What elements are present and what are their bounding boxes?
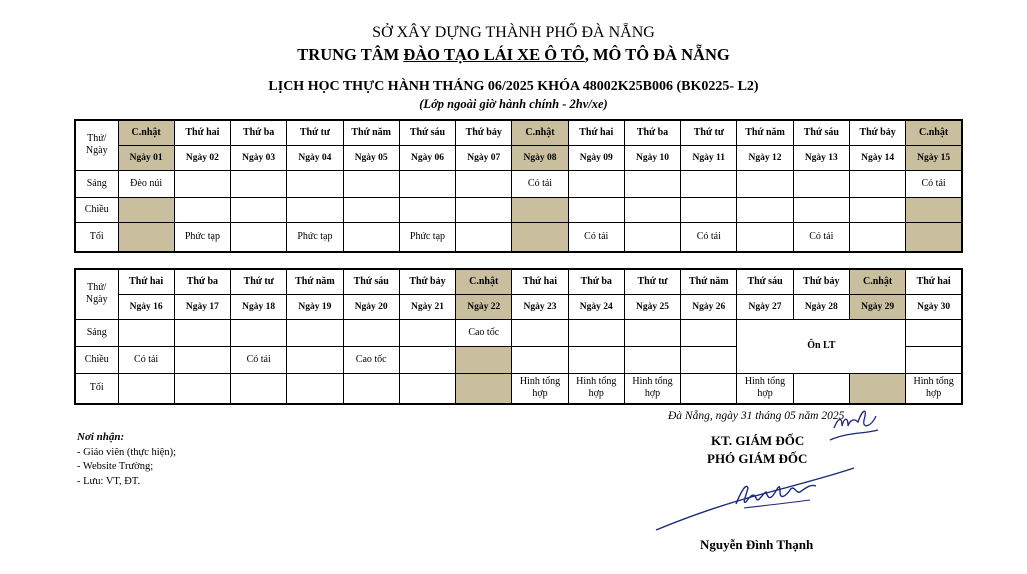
afternoon-session-cell: Có tải <box>231 346 287 373</box>
morning-session-cell <box>624 319 680 346</box>
evening-session-cell: Phức tạp <box>399 222 455 252</box>
morning-session-cell <box>906 319 962 346</box>
evening-session-cell <box>118 222 174 252</box>
weekday-header: Thứ sáu <box>737 269 793 294</box>
evening-session-cell <box>399 373 455 404</box>
evening-session-cell <box>737 222 793 252</box>
evening-session-cell: Phức tạp <box>174 222 230 252</box>
evening-session-cell <box>118 373 174 404</box>
weekday-header: Thứ ba <box>174 269 230 294</box>
afternoon-session-cell <box>399 346 455 373</box>
morning-session-cell <box>456 170 512 197</box>
date-header: Ngày 28 <box>793 294 849 319</box>
afternoon-session-cell <box>906 197 962 222</box>
date-header: Ngày 02 <box>174 145 230 170</box>
date-header: Ngày 22 <box>456 294 512 319</box>
evening-session-cell <box>906 222 962 252</box>
recipients-title: Nơi nhận: <box>77 431 125 443</box>
center-name-part-c: , MÔ TÔ ĐÀ NẴNG <box>584 45 730 64</box>
morning-session-cell <box>568 170 624 197</box>
afternoon-session-cell <box>399 197 455 222</box>
afternoon-session-cell <box>624 197 680 222</box>
schedule-subtitle: (Lớp ngoài giờ hành chính - 2hv/xe) <box>419 97 608 111</box>
afternoon-session-cell <box>287 197 343 222</box>
signature-icon <box>650 464 860 536</box>
date-header: Ngày 30 <box>906 294 962 319</box>
schedule-title: LỊCH HỌC THỰC HÀNH THÁNG 06/2025 KHÓA 48002K25B006 (BK0225- L2) <box>268 79 759 94</box>
evening-session-cell: Có tải <box>681 222 737 252</box>
weekday-header: Thứ năm <box>343 120 399 145</box>
weekday-header: Thứ hai <box>906 269 962 294</box>
afternoon-session-cell <box>512 197 568 222</box>
morning-session-cell <box>231 319 287 346</box>
morning-session-cell <box>231 170 287 197</box>
evening-session-cell <box>287 373 343 404</box>
date-header: Ngày 17 <box>174 294 230 319</box>
afternoon-session-cell <box>737 197 793 222</box>
weekday-header: Thứ bảy <box>793 269 849 294</box>
date-header: Ngày 18 <box>231 294 287 319</box>
weekday-header: Thứ hai <box>568 120 624 145</box>
weekday-header: Thứ sáu <box>399 120 455 145</box>
evening-session-cell: Có tải <box>793 222 849 252</box>
weekday-header: Thứ năm <box>287 269 343 294</box>
row-label-afternoon: Chiều <box>75 346 118 373</box>
weekday-header: Thứ sáu <box>343 269 399 294</box>
weekday-header: Thứ ba <box>624 120 680 145</box>
afternoon-session-cell <box>512 346 568 373</box>
morning-session-cell <box>849 170 905 197</box>
afternoon-session-cell <box>174 197 230 222</box>
morning-session-cell <box>624 170 680 197</box>
evening-session-cell <box>624 222 680 252</box>
merged-session-cell: Ôn LT <box>737 319 906 373</box>
date-header: Ngày 24 <box>568 294 624 319</box>
afternoon-session-cell <box>456 197 512 222</box>
weekday-header: Thứ hai <box>174 120 230 145</box>
weekday-header: Thứ tư <box>231 269 287 294</box>
evening-session-cell: Hình tổng hợp <box>906 373 962 404</box>
date-header: Ngày 20 <box>343 294 399 319</box>
weekday-header: C.nhật <box>849 269 905 294</box>
schedule-table-week2 <box>74 268 963 405</box>
date-header: Ngày 21 <box>399 294 455 319</box>
morning-session-cell <box>793 170 849 197</box>
recipient-item: - Lưu: VT, ĐT. <box>77 476 141 487</box>
department-name: SỞ XÂY DỰNG THÀNH PHỐ ĐÀ NẴNG <box>372 24 655 41</box>
evening-session-cell <box>456 222 512 252</box>
morning-session-cell <box>399 319 455 346</box>
evening-session-cell <box>849 373 905 404</box>
morning-session-cell <box>399 170 455 197</box>
weekday-header: C.nhật <box>906 120 962 145</box>
date-header: Ngày 15 <box>906 145 962 170</box>
date-header: Ngày 26 <box>681 294 737 319</box>
date-header: Ngày 27 <box>737 294 793 319</box>
date-header: Ngày 19 <box>287 294 343 319</box>
date-header: Ngày 23 <box>512 294 568 319</box>
afternoon-session-cell <box>231 197 287 222</box>
morning-session-cell: Có tải <box>906 170 962 197</box>
row-label-afternoon: Chiều <box>75 197 118 222</box>
weekday-header: C.nhật <box>512 120 568 145</box>
date-header: Ngày 08 <box>512 145 568 170</box>
afternoon-session-cell <box>118 197 174 222</box>
weekday-header: C.nhật <box>118 120 174 145</box>
afternoon-session-cell <box>793 197 849 222</box>
date-header: Ngày 05 <box>343 145 399 170</box>
evening-session-cell: Hình tổng hợp <box>512 373 568 404</box>
day-label-2: Ngày <box>85 294 108 306</box>
morning-session-cell <box>118 319 174 346</box>
afternoon-session-cell <box>343 197 399 222</box>
date-header: Ngày 10 <box>624 145 680 170</box>
afternoon-session-cell <box>624 346 680 373</box>
date-header: Ngày 14 <box>849 145 905 170</box>
recipient-item: - Giáo viên (thực hiện); <box>77 447 176 458</box>
signer-title-2: PHÓ GIÁM ĐỐC <box>707 451 808 466</box>
afternoon-session-cell <box>287 346 343 373</box>
evening-session-cell <box>681 373 737 404</box>
row-label-morning: Sáng <box>75 170 118 197</box>
afternoon-session-cell <box>568 346 624 373</box>
afternoon-session-cell: Có tải <box>118 346 174 373</box>
morning-session-cell <box>287 319 343 346</box>
evening-session-cell <box>343 373 399 404</box>
afternoon-session-cell <box>681 346 737 373</box>
weekday-header: Thứ hai <box>512 269 568 294</box>
evening-session-cell <box>456 373 512 404</box>
date-header: Ngày 11 <box>681 145 737 170</box>
morning-session-cell: Có tải <box>512 170 568 197</box>
afternoon-session-cell <box>849 197 905 222</box>
morning-session-cell <box>343 170 399 197</box>
date-header: Ngày 04 <box>287 145 343 170</box>
morning-session-cell <box>568 319 624 346</box>
evening-session-cell <box>793 373 849 404</box>
afternoon-session-cell <box>681 197 737 222</box>
evening-session-cell <box>343 222 399 252</box>
morning-session-cell <box>681 170 737 197</box>
evening-session-cell <box>512 222 568 252</box>
date-header: Ngày 16 <box>118 294 174 319</box>
weekday-header: Thứ bảy <box>849 120 905 145</box>
weekday-header: Thứ tư <box>624 269 680 294</box>
signing-date: Đà Nẵng, ngày 31 tháng 05 năm 2025 <box>668 410 845 422</box>
weekday-header: Thứ bảy <box>399 269 455 294</box>
evening-session-cell: Hình tổng hợp <box>568 373 624 404</box>
row-label-evening: Tối <box>75 373 118 404</box>
afternoon-session-cell <box>174 346 230 373</box>
evening-session-cell: Hình tổng hợp <box>624 373 680 404</box>
weekday-header: Thứ tư <box>681 120 737 145</box>
morning-session-cell: Cao tốc <box>456 319 512 346</box>
center-name <box>0 45 1027 65</box>
date-header: Ngày 29 <box>849 294 905 319</box>
evening-session-cell <box>174 373 230 404</box>
date-header: Ngày 09 <box>568 145 624 170</box>
date-header: Ngày 13 <box>793 145 849 170</box>
evening-session-cell: Phức tạp <box>287 222 343 252</box>
morning-session-cell <box>681 319 737 346</box>
afternoon-session-cell <box>906 346 962 373</box>
morning-session-cell <box>737 170 793 197</box>
morning-session-cell <box>174 170 230 197</box>
weekday-header: Thứ bảy <box>456 120 512 145</box>
row-label-morning: Sáng <box>75 319 118 346</box>
date-header: Ngày 03 <box>231 145 287 170</box>
weekday-header: Thứ ba <box>231 120 287 145</box>
schedule-table-week1 <box>74 119 963 253</box>
morning-session-cell <box>287 170 343 197</box>
date-header: Ngày 07 <box>456 145 512 170</box>
recipient-item: - Website Trường; <box>77 461 154 472</box>
morning-session-cell <box>343 319 399 346</box>
center-name-part-a: TRUNG TÂM <box>297 45 404 64</box>
initials-icon <box>828 404 880 444</box>
weekday-header: Thứ ba <box>568 269 624 294</box>
day-label-1: Thứ/ <box>87 282 107 294</box>
evening-session-cell <box>231 373 287 404</box>
day-label-cell <box>75 120 118 170</box>
afternoon-session-cell <box>456 346 512 373</box>
weekday-header: C.nhật <box>456 269 512 294</box>
signer-name: Nguyễn Đình Thạnh <box>700 537 814 552</box>
date-header: Ngày 01 <box>118 145 174 170</box>
morning-session-cell <box>174 319 230 346</box>
weekday-header: Thứ năm <box>681 269 737 294</box>
day-label-2: Ngày <box>85 145 108 157</box>
evening-session-cell: Hình tổng hợp <box>737 373 793 404</box>
day-label-1: Thứ/ <box>87 133 107 145</box>
weekday-header: Thứ tư <box>287 120 343 145</box>
weekday-header: Thứ năm <box>737 120 793 145</box>
weekday-header: Thứ sáu <box>793 120 849 145</box>
evening-session-cell: Có tải <box>568 222 624 252</box>
afternoon-session-cell <box>568 197 624 222</box>
date-header: Ngày 06 <box>399 145 455 170</box>
day-label-cell <box>75 269 118 319</box>
afternoon-session-cell: Cao tốc <box>343 346 399 373</box>
morning-session-cell <box>512 319 568 346</box>
center-name-part-b: ĐÀO TẠO LÁI XE Ô TÔ <box>403 45 585 64</box>
signer-title-1: KT. GIÁM ĐỐC <box>711 433 805 448</box>
weekday-header: Thứ hai <box>118 269 174 294</box>
evening-session-cell <box>231 222 287 252</box>
evening-session-cell <box>849 222 905 252</box>
date-header: Ngày 12 <box>737 145 793 170</box>
row-label-evening: Tối <box>75 222 118 252</box>
morning-session-cell: Đèo núi <box>118 170 174 197</box>
date-header: Ngày 25 <box>624 294 680 319</box>
